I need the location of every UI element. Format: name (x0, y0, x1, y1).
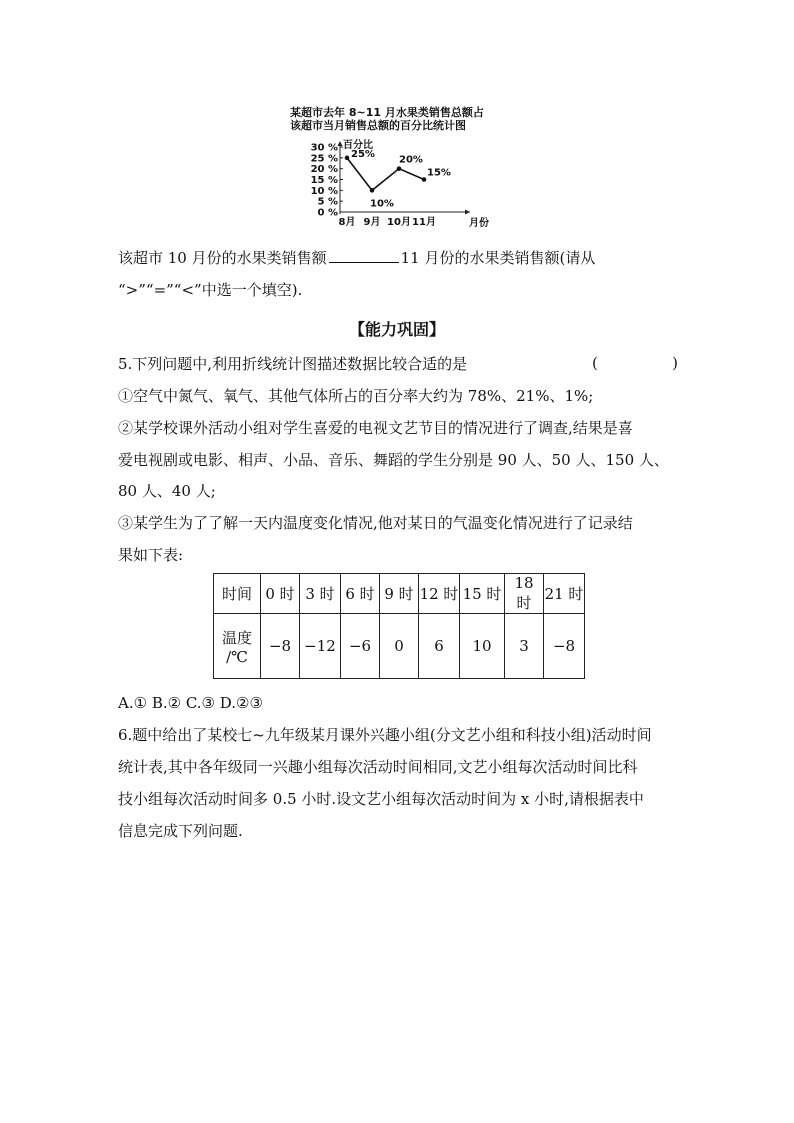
table-cell: 3 (505, 614, 544, 679)
table-header-time: 时间 (214, 574, 261, 614)
question5-item1: ①空气中氮气、氧气、其他气体所占的百分率大约为 78%、21%、1%; (118, 387, 594, 405)
table-row (214, 574, 585, 614)
table-cell: 6 时 (341, 574, 380, 614)
question6-line3: 技小组每次活动时间多 0.5 小时.设文艺小组每次活动时间为 x 小时,请根据表中 (118, 790, 644, 808)
y-tick-label: 20 % (310, 164, 338, 176)
x-tick-label: 11月 (412, 217, 436, 228)
data-point (370, 188, 375, 193)
question6-line4: 信息完成下列问题. (118, 822, 243, 840)
table-cell: 0 时 (261, 574, 300, 614)
question5-options: A.① B.② C.③ D.②③ (118, 694, 263, 712)
table-cell: −6 (341, 614, 380, 679)
y-axis-arrow (338, 141, 343, 146)
table-cell: 12 时 (419, 574, 460, 614)
table-cell: 18 时 (505, 574, 544, 614)
table-cell: 10 (460, 614, 505, 679)
section-title: 【能力巩固】 (348, 320, 445, 339)
y-tick-label: 25 % (310, 153, 338, 165)
question4-line2: “>”“=”“<”中选一个填空). (118, 281, 303, 299)
data-label: 25% (351, 148, 375, 160)
header-temp-line2: /℃ (226, 647, 248, 666)
table-cell: 3 时 (300, 574, 341, 614)
chart-title-line1: 某超市去年 8~11 月水果类销售总额占 (290, 106, 484, 119)
y-tick-label: 10 % (310, 185, 338, 197)
data-point (422, 177, 427, 182)
question5-item2-line1: ②某学校课外活动小组对学生喜爱的电视文艺节目的情况进行了调查,结果是喜 (118, 419, 633, 437)
question5-stem: 5.下列问题中,利用折线统计图描述数据比较合适的是 (118, 355, 468, 373)
data-label: 20% (399, 154, 423, 166)
y-tick-label: 0 % (317, 207, 338, 219)
x-tick-label: 9月 (363, 217, 381, 228)
x-axis-label: 月份 (469, 218, 489, 229)
data-label: 15% (427, 167, 451, 179)
table-cell: 21 时 (544, 574, 585, 614)
temperature-table (213, 573, 585, 679)
y-tick-label: 5 % (317, 196, 338, 208)
question4-line1 (118, 248, 595, 268)
data-point (397, 166, 402, 171)
table-cell: 15 时 (460, 574, 505, 614)
line-chart (300, 138, 500, 233)
table-row (214, 614, 585, 679)
y-tick-label: 15 % (310, 175, 338, 186)
question5-item3-line2: 果如下表: (118, 546, 184, 564)
y-tick-label: 30 % (310, 142, 338, 154)
data-label: 10% (370, 198, 394, 210)
table-header-temperature (214, 614, 261, 679)
paren-close: ) (672, 354, 678, 372)
y-axis-label: 百分比 (343, 140, 373, 151)
paren-open: ( (592, 354, 598, 372)
data-point (345, 156, 350, 161)
table-cell: −8 (544, 614, 585, 679)
x-tick-label: 8月 (338, 217, 356, 228)
question4-text-a: 该超市 10 月份的水果类销售额 (118, 249, 327, 267)
header-temp-line1: 温度 (221, 628, 252, 647)
question5-item2-line3: 80 人、40 人; (118, 482, 216, 500)
question6-line1: 6.题中给出了某校七~九年级某月课外兴趣小组(分文艺小组和科技小组)活动时间 (118, 726, 652, 744)
question6-line2: 统计表,其中各年级同一兴趣小组每次活动时间相同,文艺小组每次活动时间比科 (118, 758, 638, 776)
answer-parentheses[interactable] (592, 354, 678, 372)
table-cell: −8 (261, 614, 300, 679)
table-cell: −12 (300, 614, 341, 679)
x-axis-arrow (465, 210, 470, 215)
answer-blank[interactable] (329, 248, 399, 263)
table-cell: 6 (419, 614, 460, 679)
question4-text-b: 11 月份的水果类销售额(请从 (400, 249, 596, 267)
chart-title-line2: 该超市当月销售总额的百分比统计图 (290, 119, 466, 132)
table-cell: 9 时 (380, 574, 419, 614)
question5-item2-line2: 爱电视剧或电影、相声、小品、音乐、舞蹈的学生分别是 90 人、50 人、150 人、 (118, 451, 669, 469)
x-tick-label: 10月 (387, 217, 411, 228)
table-cell: 0 (380, 614, 419, 679)
question5-item3-line1: ③某学生为了了解一天内温度变化情况,他对某日的气温变化情况进行了记录结 (118, 514, 633, 532)
